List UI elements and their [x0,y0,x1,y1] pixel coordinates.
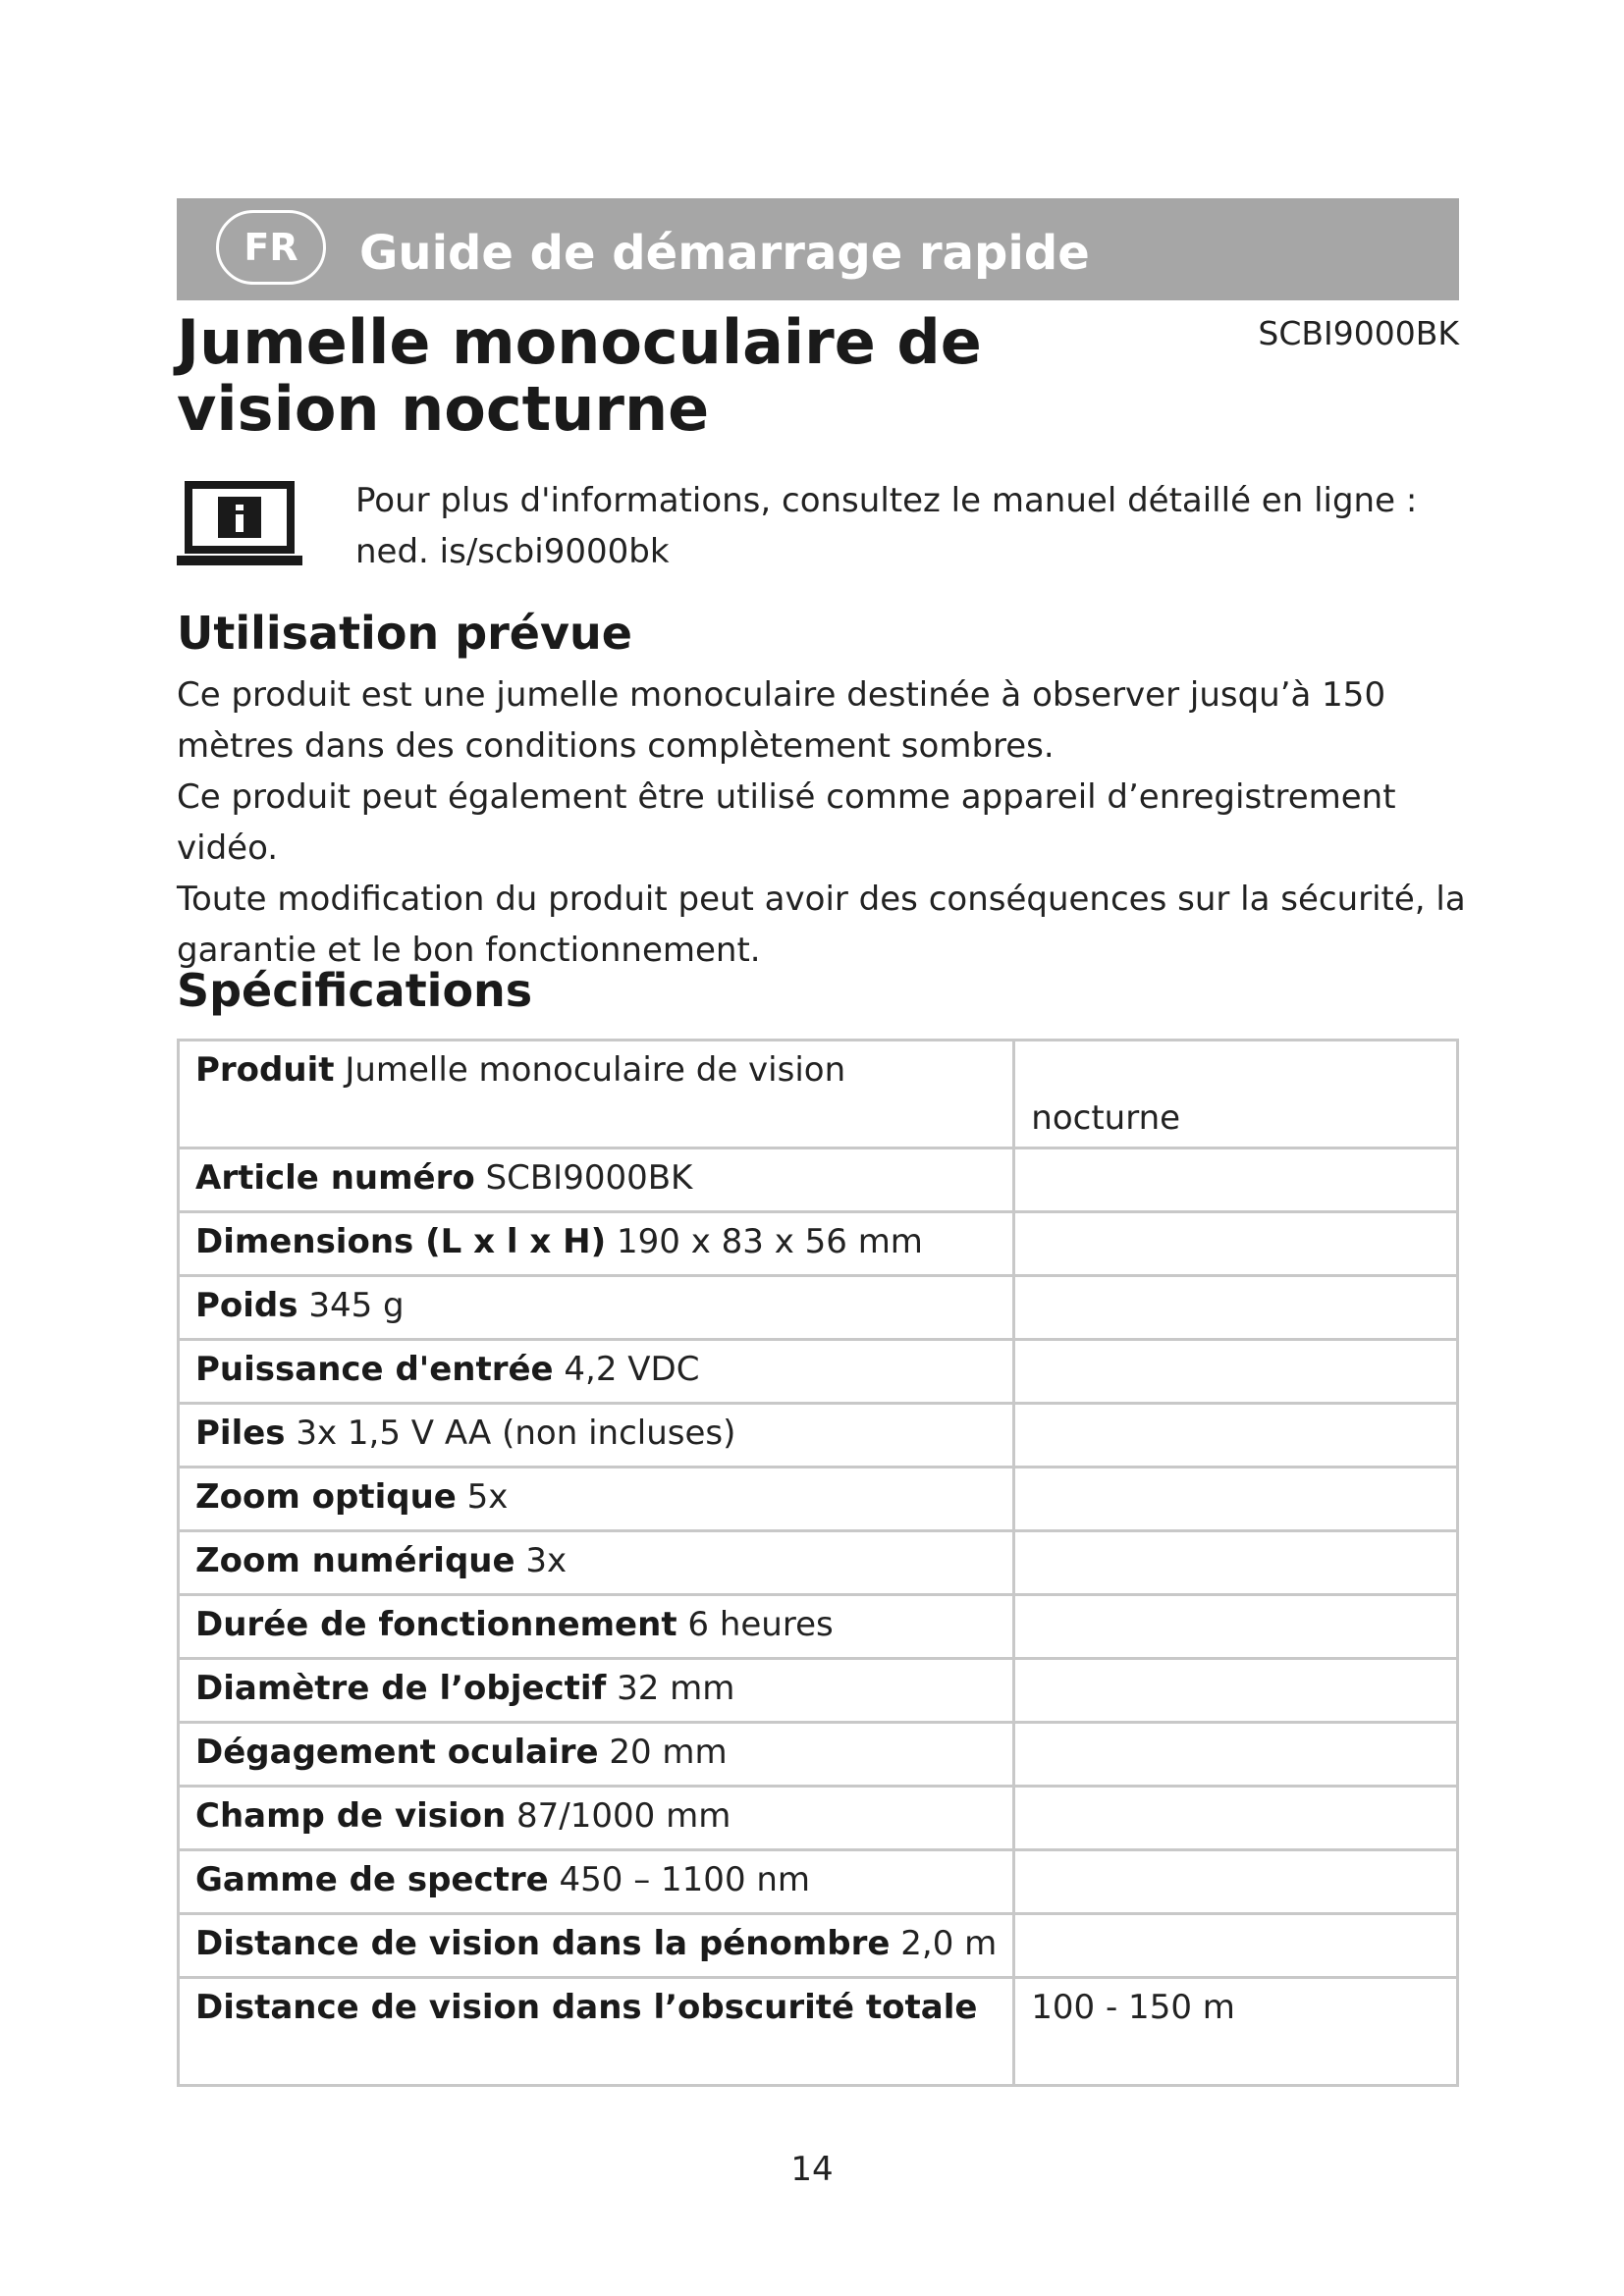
spec-value: 345 g [308,1286,405,1325]
language-badge: FR [216,210,326,285]
table-row [179,1978,1458,2086]
table-row [179,1212,1458,1276]
table-row [179,1041,1458,1148]
spec-value: 20 mm [609,1733,728,1772]
spec-continuation [1014,1850,1458,1914]
spec-continuation [1014,1914,1458,1978]
table-row [179,1404,1458,1468]
banner-title: Guide de démarrage rapide [359,226,1090,281]
spec-label: Gamme de spectre [195,1860,549,1899]
intended-use-paragraph: Ce produit est une jumelle monoculaire destinée à observer jusqu’à 150 mètres dans des conditions complètement sombres. [177,675,1386,766]
spec-value: 5x [466,1477,509,1517]
spec-value: SCBI9000BK [485,1158,693,1198]
spec-label: Dimensions (L x l x H) [195,1222,607,1261]
spec-value: 450 – 1100 nm [559,1860,811,1899]
table-row [179,1468,1458,1531]
intended-use-paragraph: Ce produit peut également être utilisé comme appareil d’enregistrement vidéo. [177,777,1396,868]
spec-value: 4,2 VDC [564,1350,700,1389]
spec-continuation [1014,1212,1458,1276]
spec-continuation: 100 - 150 m [1014,1978,1458,2086]
model-number: SCBI9000BK [1258,314,1459,352]
specifications-table [177,1039,1459,2087]
laptop-info-icon [175,481,304,569]
table-row [179,1850,1458,1914]
intended-use-body [177,669,1473,976]
spec-continuation [1014,1404,1458,1468]
table-row [179,1531,1458,1595]
spec-continuation [1014,1595,1458,1659]
table-row [179,1659,1458,1723]
spec-label: Champ de vision [195,1796,507,1836]
language-banner [177,198,1459,300]
page-title: Jumelle monoculaire de vision nocturne [177,306,982,445]
spec-continuation [1014,1340,1458,1404]
spec-value: 6 heures [687,1605,834,1644]
spec-value: 3x [525,1541,568,1580]
spec-label: Poids [195,1286,298,1325]
spec-value: Jumelle monoculaire de vision [345,1050,846,1090]
spec-label: Durée de fonctionnement [195,1605,677,1644]
table-row [179,1914,1458,1978]
spec-continuation [1014,1723,1458,1787]
spec-label: Zoom numérique [195,1541,515,1580]
table-row [179,1723,1458,1787]
table-row [179,1276,1458,1340]
intended-use-paragraph: Toute modification du produit peut avoir des conséquences sur la sécurité, la garantie et le bon fonctionnement. [177,880,1466,970]
spec-label: Distance de vision dans la pénombre [195,1924,891,1963]
spec-label: Article numéro [195,1158,475,1198]
spec-label: Zoom optique [195,1477,457,1517]
spec-continuation [1014,1468,1458,1531]
spec-value: 87/1000 mm [516,1796,731,1836]
spec-label: Dégagement oculaire [195,1733,599,1772]
table-row [179,1595,1458,1659]
spec-continuation [1014,1276,1458,1340]
spec-label: Diamètre de l’objectif [195,1669,607,1708]
intended-use-heading: Utilisation prévue [177,607,632,660]
spec-continuation [1014,1659,1458,1723]
specifications-heading: Spécifications [177,964,533,1017]
spec-continuation [1014,1148,1458,1212]
spec-value: 190 x 83 x 56 mm [616,1222,923,1261]
spec-value: 32 mm [617,1669,735,1708]
page-number: 14 [790,2150,834,2189]
spec-label: Produit [195,1050,335,1090]
table-row [179,1787,1458,1850]
spec-value: 2,0 m [900,1924,998,1963]
spec-label: Piles [195,1414,286,1453]
spec-continuation: nocturne [1014,1041,1458,1148]
manual-info-text: Pour plus d'informations, consultez le manuel détaillé en ligne : ned. is/scbi9000bk [355,481,1418,571]
table-row [179,1340,1458,1404]
spec-label: Puissance d'entrée [195,1350,554,1389]
spec-label: Distance de vision dans l’obscurité totale [195,1988,978,2027]
table-row [179,1148,1458,1212]
spec-value: 3x 1,5 V AA (non incluses) [296,1414,736,1453]
spec-continuation [1014,1531,1458,1595]
spec-continuation [1014,1787,1458,1850]
